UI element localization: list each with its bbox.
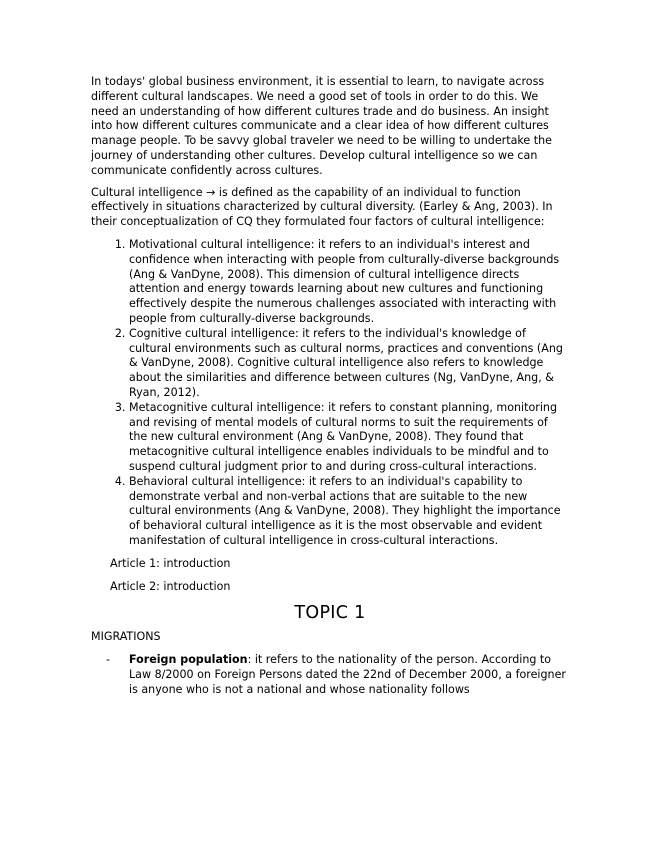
list-item	[106, 653, 569, 697]
factor-item-metacognitive: 3. Metacognitive cultural intelligence: it refers to constant planning, monitoring and revising of mental models of cultural norms to suit the requirements of the new cultural environment (Ang & VanDyne, 2008). They found that metacognitive cultural intelligence enables individuals to be mindful and to suspend cultural judgment prior to and during cross-cultural interactions.	[129, 401, 569, 475]
intro-paragraph: In todays' global business environment, it is essential to learn, to navigate across different cultural landscapes. We need a good set of tools in order to do this. We need an understanding of how different cultures trade and do business. An insight into how different cultures communicate and a clear idea of how different cultures manage people. To be savvy global traveler we need to be willing to undertake the journey of understanding other cultures. Develop cultural intelligence so we can communicate confidently across cultures.	[91, 75, 552, 177]
topic-title: TOPIC 1	[294, 603, 366, 624]
section-heading: MIGRATIONS	[91, 630, 161, 644]
dash-bullet: -	[106, 653, 111, 667]
article-2-line: Article 2: introduction	[110, 579, 231, 593]
document-page	[91, 75, 569, 697]
factor-item-cognitive: 2. Cognitive cultural intelligence: it refers to the individual's knowledge of cultural environments such as cultural norms, practices and conventions (Ang & VanDyne, 2008). Cognitive cultural intelligence also refers to knowledge about the similarities and difference between cultures (Ng, VanDyne, Ang, & Ryan, 2012).	[129, 327, 569, 401]
term-definition: : it refers to the nationality of the person. According to Law 8/2000 on Foreign Persons dated the 22nd of December 2000, a foreigner is anyone who is not a national and whose nationality follows	[129, 653, 566, 696]
definition-paragraph: Cultural intelligence → is defined as the capability of an individual to function effectively in situations characterized by cultural diversity. (Earley & Ang, 2003). In their conceptualization of CQ they formulated four factors of cultural intelligence:	[91, 185, 553, 229]
term-foreign-population: Foreign population	[129, 653, 248, 667]
factor-item-motivational: 1. Motivational cultural intelligence: it refers to an individual's interest and confidence when interacting with people from culturally-diverse backgrounds (Ang & VanDyne, 2008). This dimension of cultural intelligence directs attention and energy towards learning about new cultures and functioning effectively despite the numerous challenges associated with interacting with people from culturally-diverse backgrounds.	[129, 238, 569, 327]
article-1-line: Article 1: introduction	[110, 556, 231, 570]
definitions-list	[91, 653, 569, 697]
factors-list	[91, 238, 569, 549]
factor-item-behavioral: 4. Behavioral cultural intelligence: it refers to an individual's capability to demonstrate verbal and non-verbal actions that are suitable to the new cultural environments (Ang & VanDyne, 2008). They highlight the importance of behavioral cultural intelligence as it is the most observable and evident manifestation of cultural intelligence in cross-cultural interactions.	[129, 475, 569, 549]
